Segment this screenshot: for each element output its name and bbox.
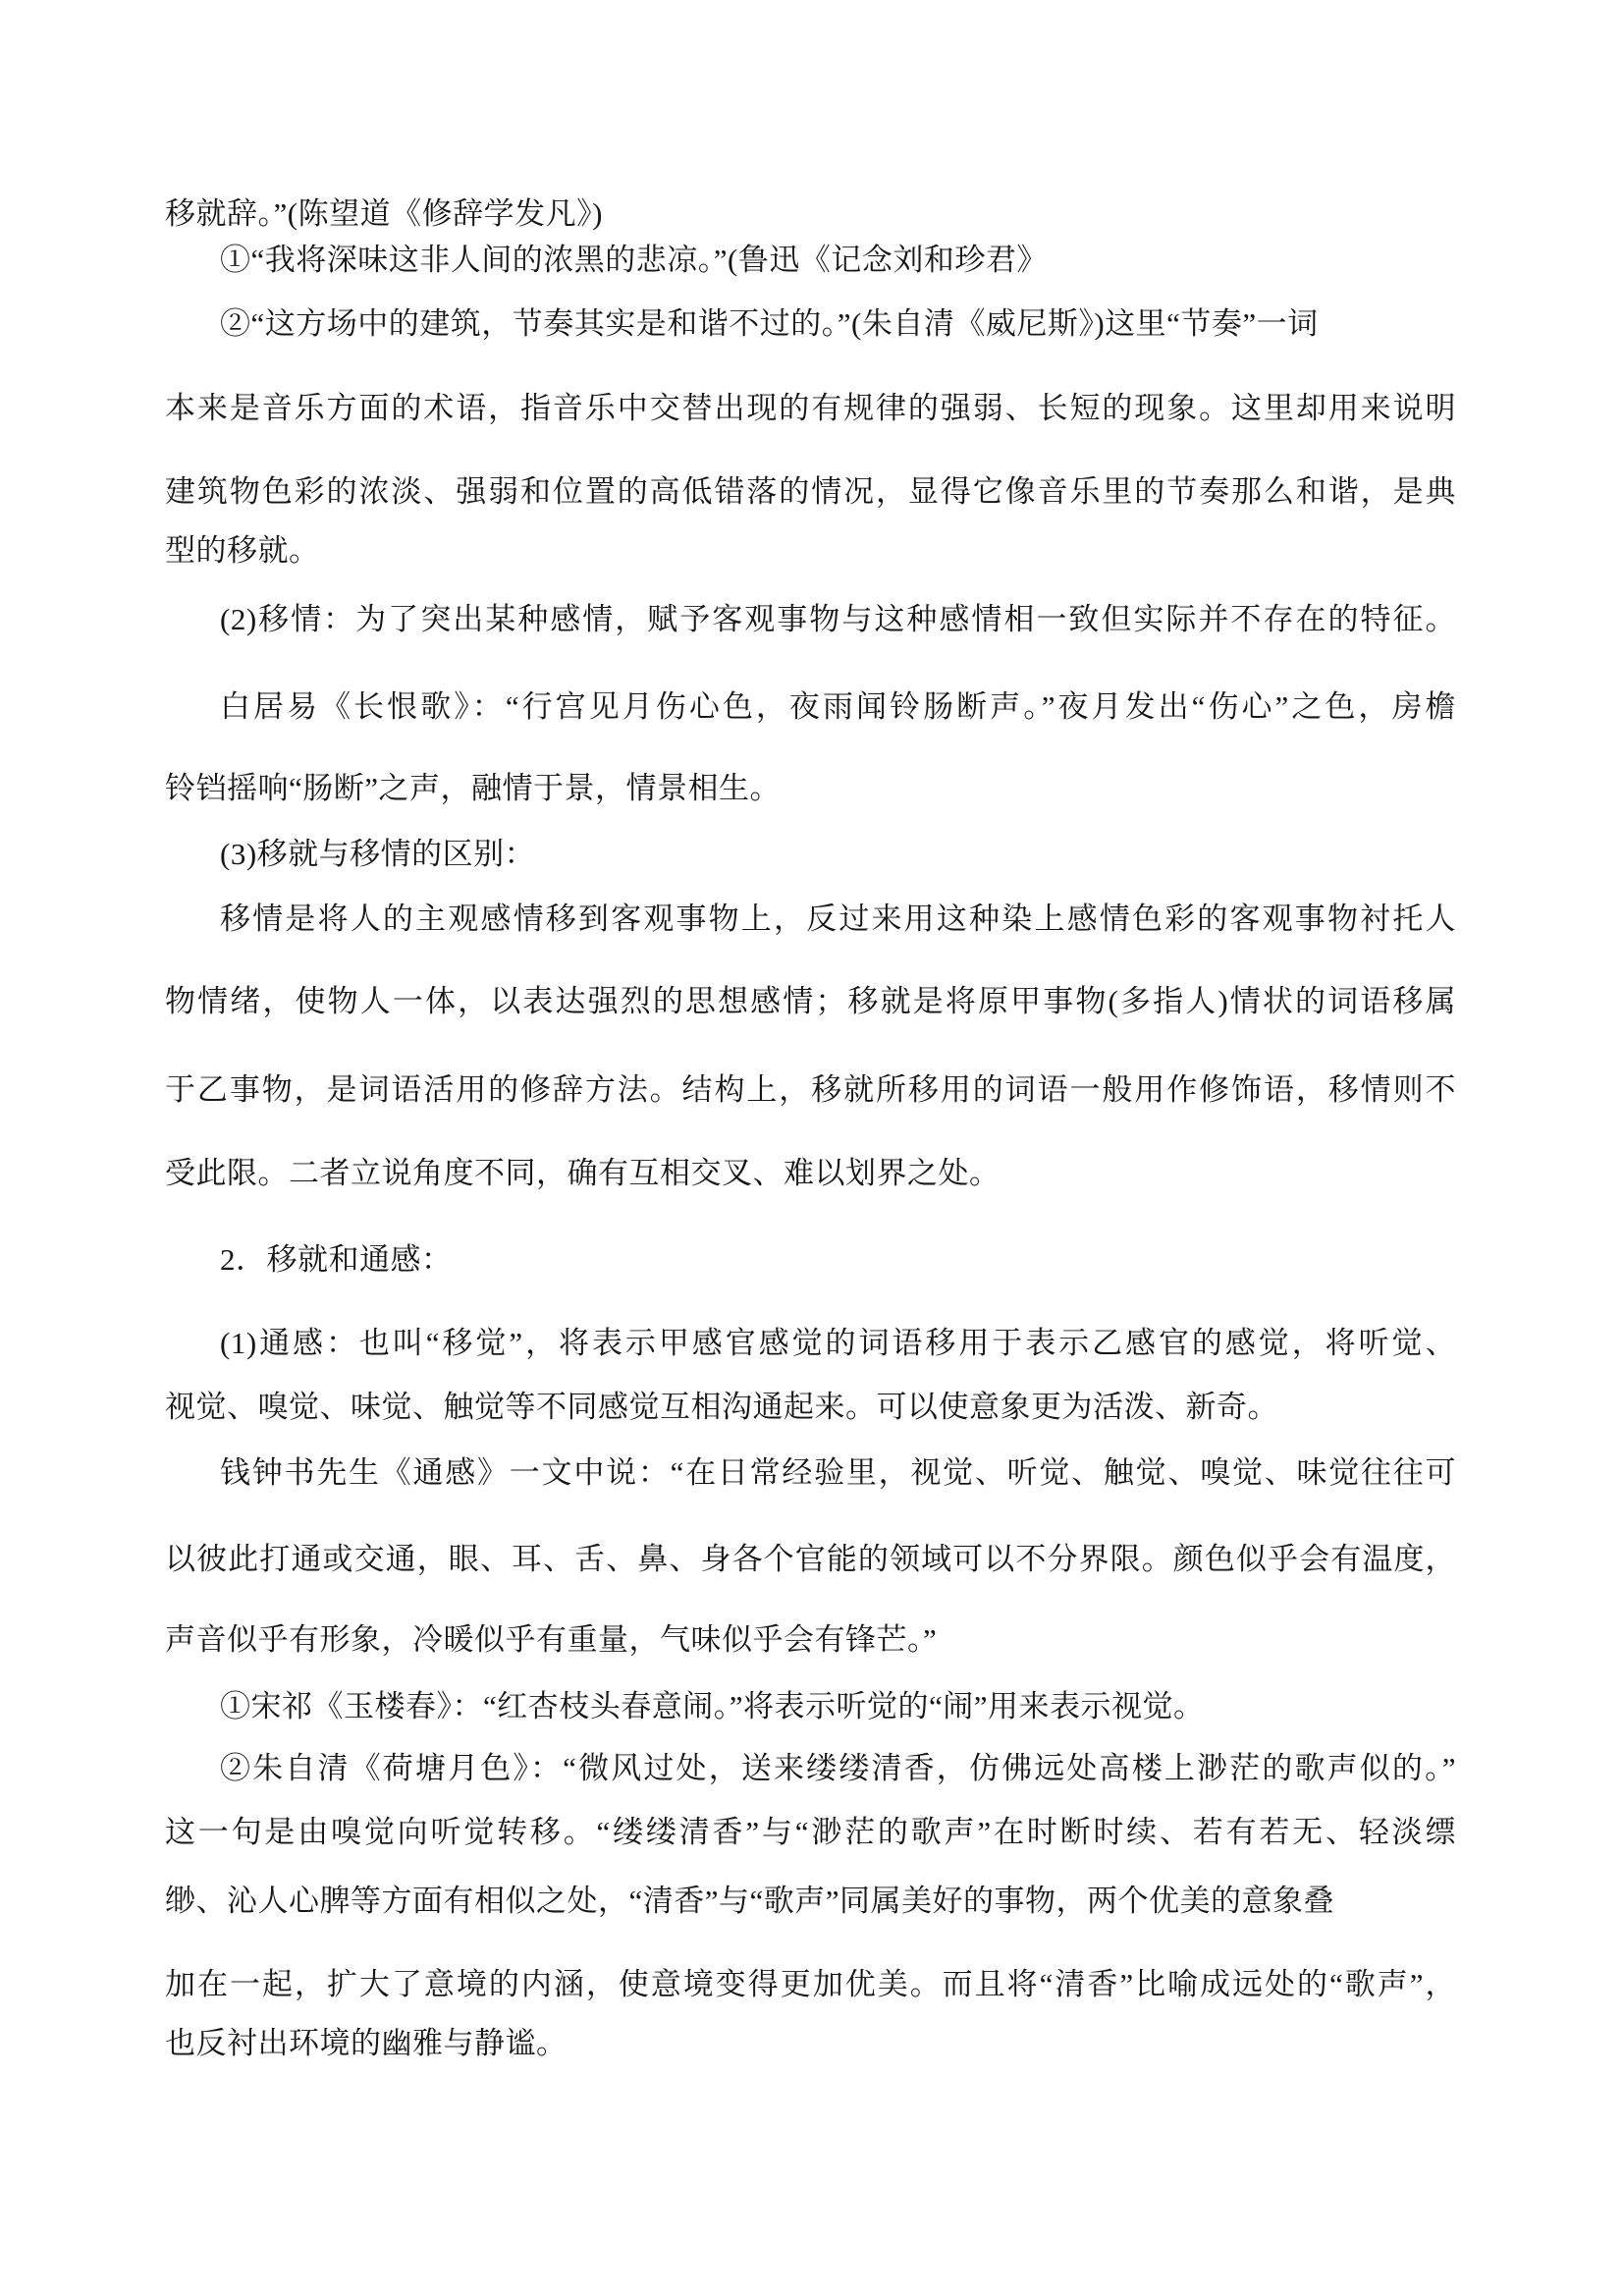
text-line-content: 以彼此打通或交通，眼、耳、舌、鼻、身各个官能的领域可以不分界限。颜色似乎会有温度，	[165, 1542, 1456, 1576]
text-line-content: (3)移就与移情的区别：	[220, 837, 536, 871]
text-line-content: 这一句是由嗅觉向听觉转移。“缕缕清香”与“渺茫的歌声”在时断时续、若有若无、轻淡缥	[165, 1815, 1456, 1849]
text-line-content: ①“我将深味这非人间的浓黑的悲凉。”(鲁迅《记念刘和珍君》	[220, 243, 1048, 277]
text-line-content: 钱钟书先生《通感》一文中说：“在日常经验里，视觉、听觉、触觉、嗅觉、味觉往往可	[220, 1455, 1456, 1490]
text-line	[165, 1326, 1456, 1361]
text-line-content: ①宋祁《玉楼春》：“红杏枝头春意闹。”将表示听觉的“闹”用来表示视觉。	[220, 1689, 1205, 1723]
text-line	[165, 1390, 1456, 1425]
text-line-content: 铃铛摇响“肠断”之声，融情于景，情景相生。	[165, 771, 782, 805]
text-line-content: 2．移就和通感：	[220, 1242, 453, 1277]
text-line	[165, 196, 1456, 232]
text-line-content: 白居易《长恨歌》：“行宫见月伤心色，夜雨闻铃肠断声。”夜月发出“伤心”之色，房檐	[220, 689, 1456, 724]
text-line	[165, 689, 1456, 725]
text-line-content: (1)通感：也叫“移觉”，将表示甲感官感觉的词语移用于表示乙感官的感觉，将听觉、	[220, 1326, 1456, 1360]
text-line	[165, 1156, 1456, 1191]
text-line	[165, 1751, 1456, 1786]
text-line	[165, 902, 1456, 937]
text-line-content: 缈、沁人心脾等方面有相似之处，“清香”与“歌声”同属美好的事物，两个优美的意象叠	[165, 1884, 1335, 1918]
text-line-content: 移情是将人的主观感情移到客观事物上，反过来用这种染上感情色彩的客观事物衬托人	[220, 902, 1456, 936]
text-line-content: 移就辞。”(陈望道《修辞学发凡》)	[165, 196, 603, 231]
text-line	[165, 1072, 1456, 1108]
text-line	[165, 533, 1456, 569]
text-line-content: 物情绪，使物人一体，以表达强烈的思想感情；移就是将原甲事物(多指人)情状的词语移属	[165, 984, 1456, 1018]
text-line	[165, 1455, 1456, 1491]
text-line-content: ②“这方场中的建筑，节奏其实是和谐不过的。”(朱自清《威尼斯》)这里“节奏”一词	[220, 306, 1319, 341]
text-line	[165, 771, 1456, 806]
text-line-content: 视觉、嗅觉、味觉、触觉等不同感觉互相沟通起来。可以使意象更为活泼、新奇。	[165, 1390, 1278, 1424]
text-line	[165, 306, 1456, 342]
text-line-content: ②朱自清《荷塘月色》：“微风过处，送来缕缕清香，仿佛远处高楼上渺茫的歌声似的。”	[220, 1751, 1456, 1785]
text-line	[165, 474, 1456, 510]
text-line-content: 于乙事物，是词语活用的修辞方法。结构上，移就所移用的词语一般用作修饰语，移情则不	[165, 1072, 1456, 1107]
text-line	[165, 2026, 1456, 2061]
text-line	[165, 1815, 1456, 1850]
text-line	[165, 1967, 1456, 2002]
text-line	[165, 1622, 1456, 1658]
text-line-content: 受此限。二者立说角度不同，确有互相交叉、难以划界之处。	[165, 1156, 1001, 1190]
document-body	[165, 196, 1456, 2061]
text-line-content: (2)移情：为了突出某种感情，赋予客观事物与这种感情相一致但实际并不存在的特征。	[220, 602, 1456, 636]
text-line	[165, 1242, 1456, 1278]
text-line	[165, 1689, 1456, 1724]
text-line-content: 声音似乎有形象，冷暖似乎有重量，气味似乎会有锋芒。”	[165, 1622, 938, 1657]
text-line	[165, 984, 1456, 1019]
text-line-content: 加在一起，扩大了意境的内涵，使意境变得更加优美。而且将“清香”比喻成远处的“歌声”，	[165, 1967, 1456, 2001]
text-line-content: 型的移就。	[165, 533, 320, 568]
text-line-content: 建筑物色彩的浓淡、强弱和位置的高低错落的情况，显得它像音乐里的节奏那么和谐，是典	[165, 474, 1456, 509]
text-line	[165, 837, 1456, 872]
text-line	[165, 391, 1456, 426]
text-line	[165, 243, 1456, 278]
text-line-content: 本来是音乐方面的术语，指音乐中交替出现的有规律的强弱、长短的现象。这里却用来说明	[165, 391, 1456, 425]
text-line	[165, 1884, 1456, 1919]
text-line-content: 也反衬出环境的幽雅与静谧。	[165, 2026, 568, 2060]
text-line	[165, 602, 1456, 637]
text-line	[165, 1542, 1456, 1577]
